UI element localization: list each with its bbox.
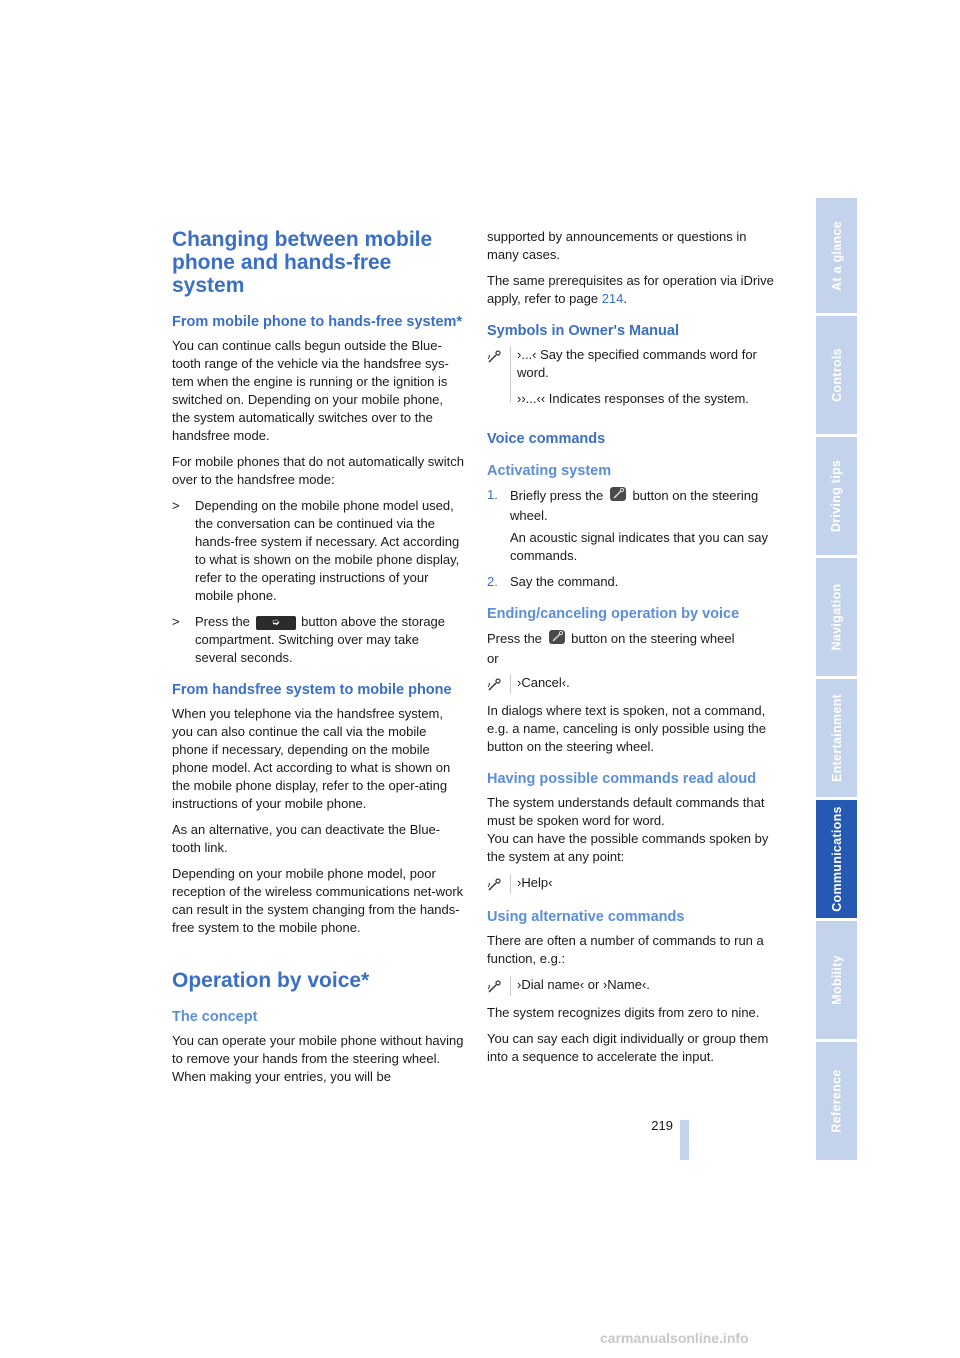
voice-command-cancel bbox=[487, 674, 779, 694]
step-subtext: An acoustic signal indicates that you can say commands. bbox=[510, 530, 768, 563]
tab-label: Navigation bbox=[829, 583, 844, 651]
paragraph-press-button bbox=[487, 629, 779, 668]
end-text-b: button on the steering wheel bbox=[571, 630, 735, 646]
sidebar-tab-controls[interactable] bbox=[816, 316, 857, 434]
symbol-responses: ››...‹‹ Indicates responses of the system. bbox=[517, 391, 749, 406]
heading-changing-between: Changing between mobile phone and hands-free system bbox=[172, 228, 433, 297]
paragraph-continue-calls: You can continue calls begun outside the Blue-tooth range of the vehicle via the handsfree sys-tem when the engine is running or the ignition is switched on. Depending on your mobile phone, the system automatically switches over to the handsfree mode. bbox=[172, 338, 449, 443]
bullet-text-a: Press the bbox=[195, 614, 250, 629]
step-text: Say the command. bbox=[510, 574, 619, 589]
step-text bbox=[510, 486, 779, 525]
step-item bbox=[487, 486, 779, 525]
paragraph-prerequisites bbox=[487, 272, 779, 308]
tab-label: Controls bbox=[829, 348, 844, 402]
tab-label: Communications bbox=[829, 806, 844, 912]
paragraph-group: You can say each digit individually or group them into a sequence to accelerate the input. bbox=[487, 1031, 769, 1064]
paragraph-reception: Depending on your mobile phone model, poor reception of the wireless communications net-work can result in the system changing from the hands-free system to the mobile phone. bbox=[172, 866, 464, 935]
symbols-block bbox=[487, 346, 779, 416]
sidebar-tab-at-a-glance[interactable] bbox=[816, 198, 857, 313]
heading-operation-by-voice: Operation by voice* bbox=[172, 969, 370, 992]
tab-label: Driving tips bbox=[829, 459, 844, 533]
sidebar-tab-mobility[interactable] bbox=[816, 921, 857, 1039]
command-text: ›Help‹ bbox=[517, 875, 553, 890]
paragraph-concept: You can operate your mobile phone without having to remove your hands from the steering wheel. When making your entries, you will be bbox=[172, 1033, 464, 1084]
sidebar-tab-navigation[interactable] bbox=[816, 558, 857, 676]
step-item bbox=[487, 573, 779, 591]
paragraph-dialogs: In dialogs where text is spoken, not a command, e.g. a name, canceling is only possible using the button on the steering wheel. bbox=[487, 703, 766, 754]
step-number: 2. bbox=[487, 574, 498, 589]
tab-label: Entertainment bbox=[829, 694, 844, 782]
heading-activating-system: Activating system bbox=[487, 463, 612, 479]
prereq-period: . bbox=[623, 291, 628, 306]
step-number: 1. bbox=[487, 487, 498, 502]
right-column bbox=[487, 228, 779, 1074]
symbol-say-commands: ›...‹ Say the specified commands word for word. bbox=[517, 347, 757, 380]
command-text: ›Cancel‹. bbox=[517, 675, 570, 690]
end-text-a: Press the bbox=[487, 630, 542, 646]
page-number: 219 bbox=[651, 1118, 673, 1133]
step-text-a: Briefly press the bbox=[510, 487, 604, 503]
page-number-bar bbox=[680, 1120, 689, 1160]
symbols-text bbox=[517, 346, 779, 416]
handsfree-button-icon: ➭ bbox=[256, 616, 296, 630]
heading-mobile-to-handsfree: From mobile phone to hands-free system* bbox=[172, 314, 463, 330]
voice-icon bbox=[487, 346, 511, 402]
sidebar-tab-entertainment[interactable] bbox=[816, 679, 857, 797]
paragraph-no-auto-switch: For mobile phones that do not automatically switch over to the handsfree mode: bbox=[172, 454, 464, 487]
paragraph-have-spoken: You can have the possible commands spoken by the system at any point: bbox=[487, 831, 769, 864]
sidebar-tab-communications[interactable] bbox=[816, 800, 857, 918]
tab-label: Reference bbox=[829, 1069, 844, 1133]
heading-ending-canceling: Ending/canceling operation by voice bbox=[487, 606, 740, 622]
paragraph-often: There are often a number of commands to run a function, e.g.: bbox=[487, 933, 764, 966]
heading-voice-commands: Voice commands bbox=[487, 431, 606, 447]
command-text: ›Dial name‹ or ›Name‹. bbox=[517, 977, 650, 992]
prereq-text: The same prerequisites as for operation via iDrive apply, refer to page bbox=[487, 273, 774, 306]
step-text-b: button on the steering wheel. bbox=[510, 487, 759, 523]
watermark: carmanualsonline.info bbox=[600, 1330, 749, 1346]
bullet-marker: > bbox=[172, 498, 180, 513]
voice-icon bbox=[487, 674, 511, 694]
sidebar-tab-driving-tips[interactable] bbox=[816, 437, 857, 555]
tab-label: At a glance bbox=[829, 220, 844, 291]
steering-wheel-voice-button-icon bbox=[546, 629, 568, 650]
bullet-marker: > bbox=[172, 614, 180, 629]
heading-symbols: Symbols in Owner's Manual bbox=[487, 323, 679, 339]
bullet-text bbox=[195, 613, 464, 667]
heading-alternative-commands: Using alternative commands bbox=[487, 909, 685, 925]
sidebar-tab-reference[interactable] bbox=[816, 1042, 857, 1160]
left-column bbox=[172, 228, 464, 1094]
tab-label: Mobility bbox=[829, 955, 844, 1005]
end-or: or bbox=[487, 651, 499, 666]
voice-icon bbox=[487, 976, 511, 996]
page-link[interactable]: 214 bbox=[601, 291, 624, 306]
paragraph-deactivate: As an alternative, you can deactivate the Blue-tooth link. bbox=[172, 822, 441, 855]
paragraph-telephone-via: When you telephone via the handsfree system, you can also continue the call via the mobile phone if necessary, depending on the mobile phone model. Act according to what is shown on the mobile phone display, refer to the oper-ating instructions of your mobile phone. bbox=[172, 706, 451, 811]
voice-command-help bbox=[487, 874, 779, 894]
paragraph-supported: supported by announcements or questions in many cases. bbox=[487, 229, 747, 262]
heading-the-concept: The concept bbox=[172, 1009, 258, 1025]
paragraph-digits: The system recognizes digits from zero to nine. bbox=[487, 1005, 760, 1020]
voice-command-dial bbox=[487, 976, 779, 996]
bullet-text-b: button above the storage compartment. Switching over may take several seconds. bbox=[195, 614, 446, 665]
bullet-item bbox=[172, 497, 464, 605]
paragraph-understands: The system understands default commands that must be spoken word for word. bbox=[487, 795, 765, 828]
heading-read-aloud: Having possible commands read aloud bbox=[487, 771, 757, 787]
voice-icon bbox=[487, 874, 511, 894]
bullet-text: Depending on the mobile phone model used, the conversation can be continued via the hands-free system if necessary. Act according to what is shown on the mobile phone display, refer to the operating instructions of your mobile phone. bbox=[195, 498, 460, 603]
steering-wheel-voice-button-icon bbox=[607, 486, 629, 507]
heading-handsfree-to-mobile: From handsfree system to mobile phone bbox=[172, 682, 452, 698]
bullet-item bbox=[172, 613, 464, 667]
